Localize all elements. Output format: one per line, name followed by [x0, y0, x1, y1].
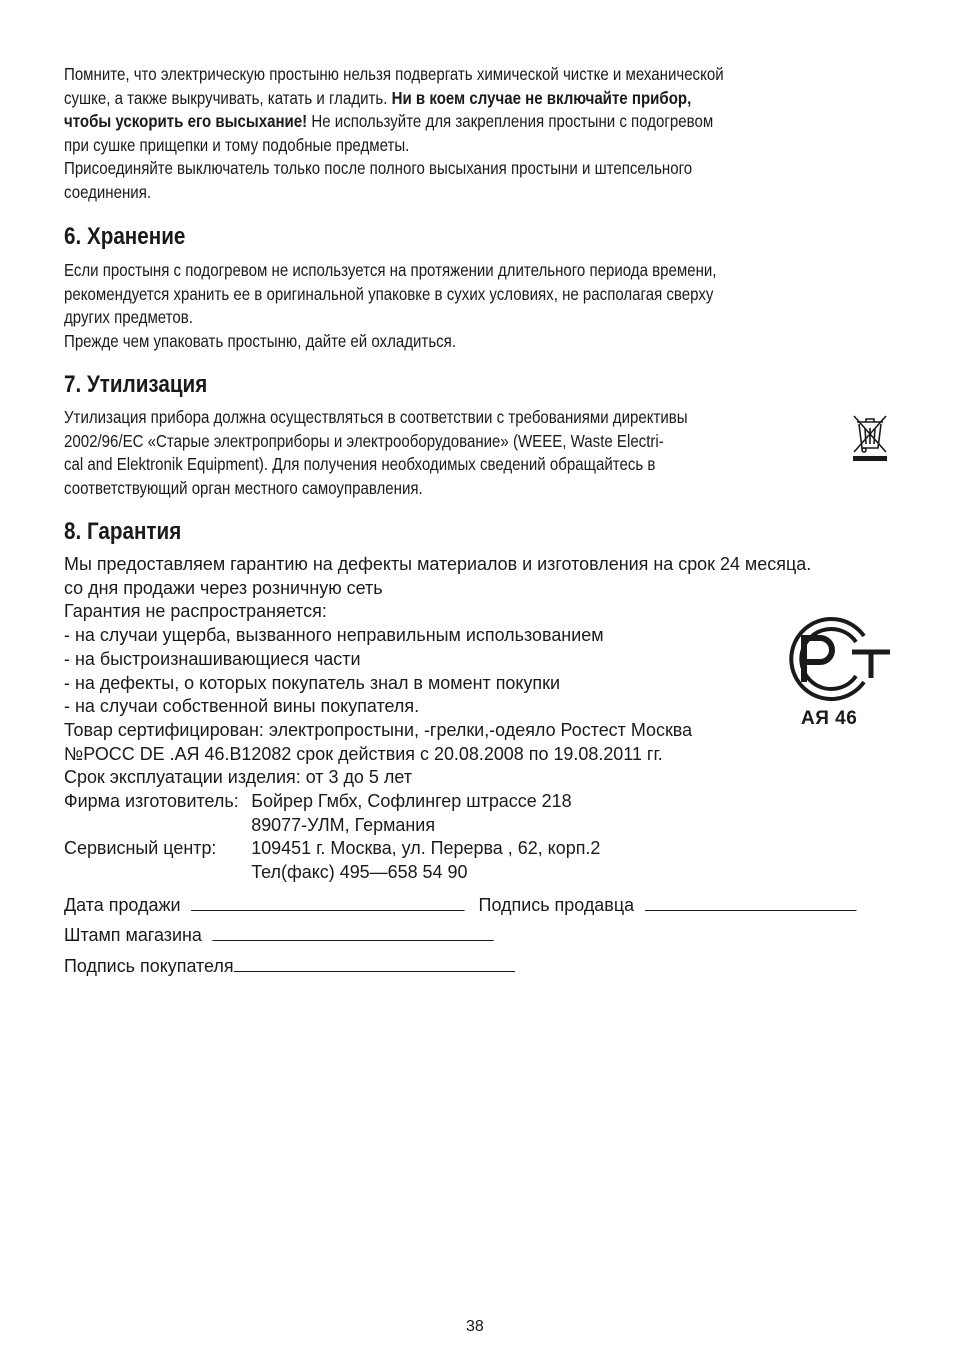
- cert-code-label: АЯ 46: [801, 708, 858, 729]
- storage-line: других предметов.: [64, 307, 193, 327]
- warranty-line: - на быстроизнашивающиеся части: [64, 647, 361, 669]
- intro-paragraph: [64, 63, 724, 204]
- warranty-line: №РОСС DE .АЯ 46.В12082 срок действия с 20.08.2008 по 19.08.2011 гг.: [64, 742, 663, 764]
- service-row: [64, 836, 600, 860]
- disposal-heading: 7. Утилизация: [64, 371, 208, 398]
- manufacturer-row: [64, 813, 600, 837]
- sale-date-label: Дата продажи: [64, 894, 181, 915]
- weee-crossed-bin-icon: [851, 412, 889, 462]
- disposal-line: 2002/96/EC «Старые электроприборы и электрооборудование» (WEEE, Waste Electri-: [64, 430, 664, 451]
- pct-certification-mark-icon: [782, 616, 894, 702]
- storage-paragraph: [64, 259, 716, 353]
- seller-signature-line[interactable]: [645, 895, 856, 911]
- storage-line: рекомендуется хранить ее в оригинальной упаковке в сухих условиях, не располагая сверху: [64, 283, 714, 304]
- intro-line: Помните, что электрическую простыню нельзя подвергать химической чистке и механической: [64, 64, 724, 84]
- service-address: 109451 г. Москва, ул. Перерва , 62, корп.2: [251, 837, 601, 859]
- warranty-line: - на случаи собственной вины покупателя.: [64, 695, 420, 717]
- shop-stamp-line[interactable]: [213, 925, 494, 941]
- intro-line: сушке, а также выкручивать, катать и гладить. Ни в коем случае не включайте прибор,: [64, 87, 692, 108]
- disposal-line: cal and Elektronik Equipment). Для получения необходимых сведений обращайтесь в: [64, 454, 656, 474]
- storage-line: Если простыня с подогревом не используется на протяжении длительного периода времени,: [64, 260, 717, 280]
- contacts-block: [64, 789, 600, 884]
- intro-line: чтобы ускорить его высыхание! Не используйте для закрепления простыни с подогревом: [64, 111, 714, 131]
- buyer-signature-label: Подпись покупателя: [64, 955, 234, 976]
- warranty-line: Мы предоставляем гарантию на дефекты материалов и изготовления на срок 24 месяца.: [64, 553, 812, 574]
- service-label: Сервисный центр:: [64, 837, 217, 859]
- storage-heading: 6. Хранение: [64, 223, 186, 250]
- stamp-row: [64, 924, 494, 946]
- disposal-line: соответствующий орган местного самоуправления.: [64, 477, 423, 498]
- warranty-paragraph: [64, 552, 811, 789]
- manufacturer-address-1: Бойрер Гмбх, Софлингер штрассе 218: [251, 790, 572, 811]
- sale-date-line[interactable]: [191, 895, 465, 911]
- buyer-signature-row: [64, 955, 515, 977]
- warranty-line: со дня продажи через розничную сеть: [64, 576, 383, 598]
- shop-stamp-label: Штамп магазина: [64, 924, 202, 945]
- disposal-paragraph: [64, 406, 688, 500]
- sale-signature-row: [64, 894, 856, 916]
- service-phone: Тел(факс) 495—658 54 90: [251, 861, 468, 883]
- seller-signature-label: Подпись продавца: [478, 894, 635, 915]
- storage-line: Прежде чем упаковать простыню, дайте ей охладиться.: [64, 330, 457, 351]
- manufacturer-row: [64, 789, 600, 813]
- warranty-line: Гарантия не распространяется:: [64, 600, 327, 622]
- buyer-signature-line[interactable]: [234, 956, 515, 972]
- warranty-line: - на случаи ущерба, вызванного неправильным использованием: [64, 624, 604, 646]
- disposal-line: Утилизация прибора должна осуществляться в соответствии с требованиями директивы: [64, 407, 688, 427]
- intro-line: при сушке прищепки и тому подобные предметы.: [64, 134, 410, 155]
- manufacturer-address-2: 89077-УЛМ, Германия: [251, 813, 436, 835]
- page-number: 38: [466, 1318, 484, 1335]
- warranty-line: Срок эксплуатации изделия: от 3 до 5 лет: [64, 766, 412, 788]
- warranty-line: - на дефекты, о которых покупатель знал в момент покупки: [64, 671, 561, 693]
- manufacturer-label: Фирма изготовитель:: [64, 790, 239, 811]
- intro-line: Присоединяйте выключатель только после полного высыхания простыни и штепсельного: [64, 158, 693, 178]
- service-row: [64, 860, 600, 884]
- warranty-line: Товар сертифицирован: электропростыни, -грелки,-одеяло Ростест Москва: [64, 718, 693, 740]
- intro-line: соединения.: [64, 181, 152, 202]
- warranty-heading: 8. Гарантия: [64, 518, 182, 545]
